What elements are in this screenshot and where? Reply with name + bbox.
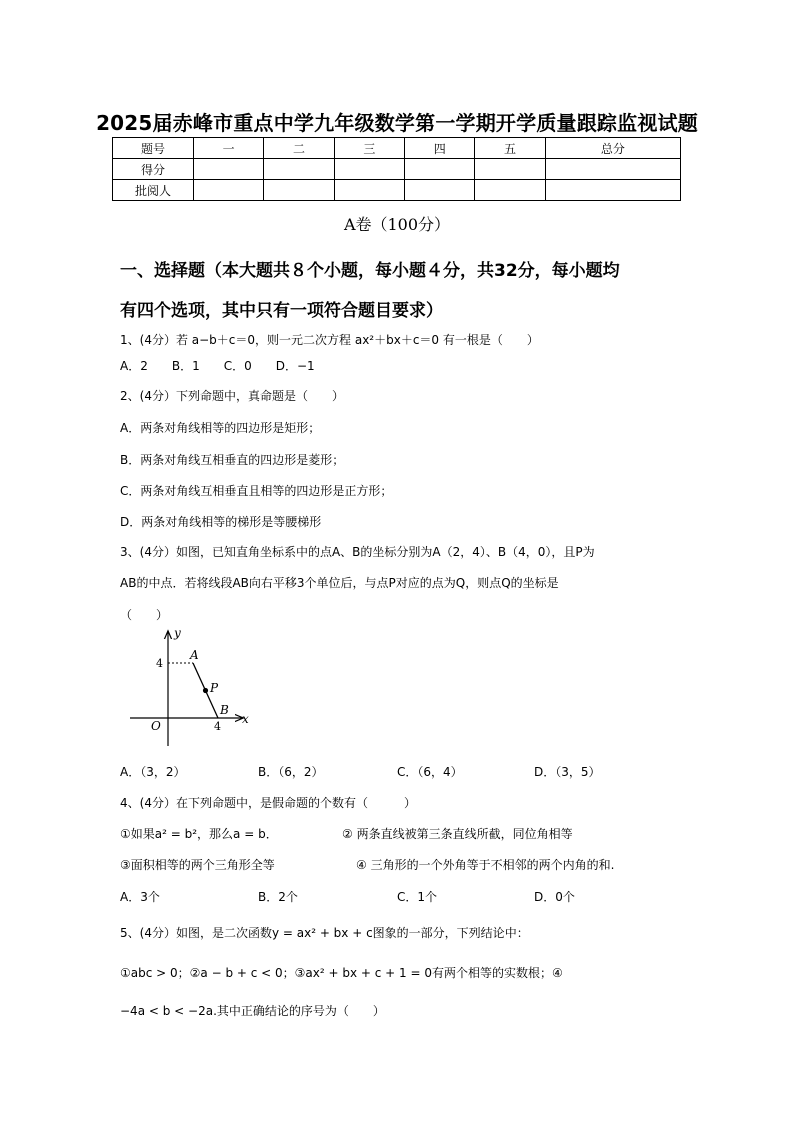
- origin-label: O: [151, 719, 161, 733]
- table-cell: 三: [334, 138, 404, 159]
- question-2-option-b: B．两条对角线互相垂直的四边形是菱形；: [120, 453, 345, 467]
- question-4-statement-4: ④ 三角形的一个外角等于不相邻的两个内角的和.: [356, 858, 615, 872]
- question-2-option-d: D．两条对角线相等的梯形是等腰梯形: [120, 515, 322, 529]
- exam-title: 2025届赤峰市重点中学九年级数学第一学期开学质量跟踪监视试题: [96, 111, 698, 135]
- y-axis-label: y: [174, 626, 181, 640]
- question-4-statement-3: ③面积相等的两个三角形全等: [120, 858, 275, 872]
- section-heading-line1: 一、选择题（本大题共８个小题，每小题４分，共32分，每小题均: [120, 261, 620, 281]
- x-axis-label: x: [242, 712, 249, 726]
- x-tick-label: 4: [214, 720, 221, 733]
- question-3-option-b: B．（6，2）: [258, 765, 324, 779]
- question-4-option-d: D．0个: [534, 890, 575, 904]
- question-5-line3: −4a < b < −2a.其中正确结论的序号为（ ）: [120, 1004, 385, 1018]
- question-4-option-c: C．1个: [397, 890, 438, 904]
- table-cell: [334, 180, 404, 201]
- question-3-option-a: A．（3，2）: [120, 765, 186, 779]
- question-2-option-c: C．两条对角线互相垂直且相等的四边形是正方形；: [120, 484, 393, 498]
- score-table-header-row: [113, 138, 681, 159]
- question-4-option-a: A．3个: [120, 890, 160, 904]
- score-table-row: [113, 180, 681, 201]
- question-1-stem: 1、(4分）若 a−b＋c＝0，则一元二次方程 ax²＋bx＋c＝0 有一根是（ ）: [120, 333, 539, 347]
- table-cell: [405, 159, 475, 180]
- table-cell: 五: [475, 138, 545, 159]
- table-cell: 二: [264, 138, 334, 159]
- table-cell: [194, 180, 264, 201]
- score-table: [112, 137, 681, 201]
- point-a-label: A: [190, 648, 199, 662]
- table-cell: [475, 159, 545, 180]
- table-cell: 得分: [113, 159, 194, 180]
- question-2-stem: 2、(4分）下列命题中，真命题是（ ）: [120, 389, 344, 403]
- paper-a-heading: A卷（100分）: [343, 215, 451, 234]
- question-4-option-b: B．2个: [258, 890, 298, 904]
- table-cell: 总分: [545, 138, 680, 159]
- question-4-stem: 4、(4分）在下列命题中，是假命题的个数有（ ）: [120, 796, 416, 810]
- table-cell: 题号: [113, 138, 194, 159]
- table-cell: [545, 159, 680, 180]
- y-tick-label: 4: [156, 657, 163, 670]
- question-4-statement-2: ② 两条直线被第三条直线所截，同位角相等: [342, 827, 573, 841]
- question-3-option-d: D．（3，5）: [534, 765, 601, 779]
- question-3-stem-line3: （ ）: [120, 608, 169, 622]
- table-cell: [264, 159, 334, 180]
- table-cell: [264, 180, 334, 201]
- point-b-label: B: [220, 703, 229, 717]
- table-cell: [194, 159, 264, 180]
- score-table-row: [113, 159, 681, 180]
- question-4-statement-1: ①如果a² = b²，那么a = b．: [120, 827, 278, 841]
- question-5-stem: 5、(4分）如图，是二次函数y = ax² + bx + c图象的一部分，下列结论中：: [120, 926, 529, 940]
- question-3-option-c: C．（6，4）: [397, 765, 463, 779]
- table-cell: [405, 180, 475, 201]
- point-p: [203, 688, 208, 693]
- table-cell: 一: [194, 138, 264, 159]
- question-1-options: A．2 B．1 C．0 D．−1: [120, 359, 315, 373]
- table-cell: 批阅人: [113, 180, 194, 201]
- question-5-line2: ①abc > 0；②a − b + c < 0；③ax² + bx + c + 1 = 0有两个相等的实数根；④: [120, 966, 563, 980]
- table-cell: [475, 180, 545, 201]
- table-cell: [334, 159, 404, 180]
- question-2-option-a: A．两条对角线相等的四边形是矩形；: [120, 421, 321, 435]
- table-cell: [545, 180, 680, 201]
- question-3-stem-line1: 3、(4分）如图，已知直角坐标系中的点A、B的坐标分别为A（2，4）、B（4，0），且P为: [120, 545, 595, 559]
- table-cell: 四: [405, 138, 475, 159]
- section-heading-line2: 有四个选项，其中只有一项符合题目要求）: [120, 301, 443, 321]
- point-p-label: P: [210, 681, 219, 695]
- question-3-stem-line2: AB的中点．若将线段AB向右平移3个单位后，与点P对应的点为Q，则点Q的坐标是: [120, 576, 559, 590]
- question-3-coordinate-figure: [124, 622, 256, 750]
